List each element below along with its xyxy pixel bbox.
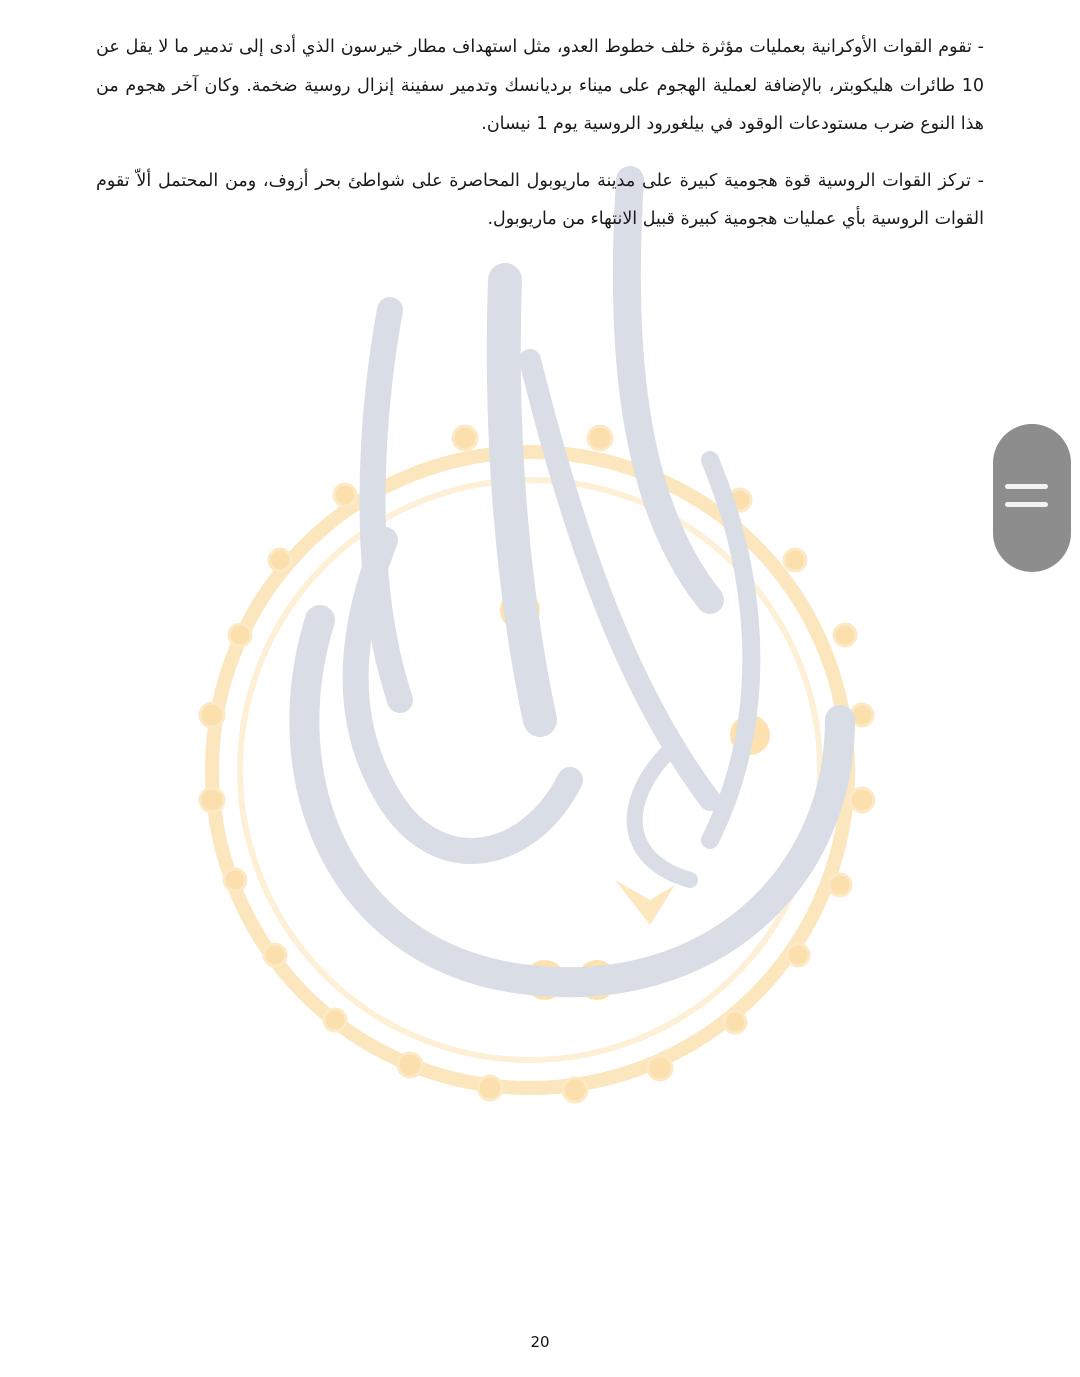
watermark-logo xyxy=(150,160,910,1140)
paragraph: - تركز القوات الروسية قوة هجومية كبيرة على مدينة ماريوبول المحاصرة على شواطئ بحر أزوف، ومن المحتمل ألاّ تقوم القوات الروسية بأي عمليات هجومية كبيرة قبيل الانتهاء من ماريوبول. xyxy=(96,170,984,229)
article-body xyxy=(96,28,984,257)
paragraph: - تقوم القوات الأوكرانية بعمليات مؤثرة خلف خطوط العدو، مثل استهداف مطار خيرسون الذي أدى إلى تدمير ما لا يقل عن 10 طائرات هليكوبتر، بالإضافة لعملية الهجوم على ميناء بردیانسك وتدمير سفينة إنزال روسية ضخمة. وكان آخر هجوم من هذا النوع ضرب مستودعات الوقود في بيلغورود الروسية يوم 1 نيسان. xyxy=(96,37,984,134)
side-menu-button[interactable] xyxy=(993,424,1071,572)
page-number: 20 xyxy=(530,1333,550,1351)
